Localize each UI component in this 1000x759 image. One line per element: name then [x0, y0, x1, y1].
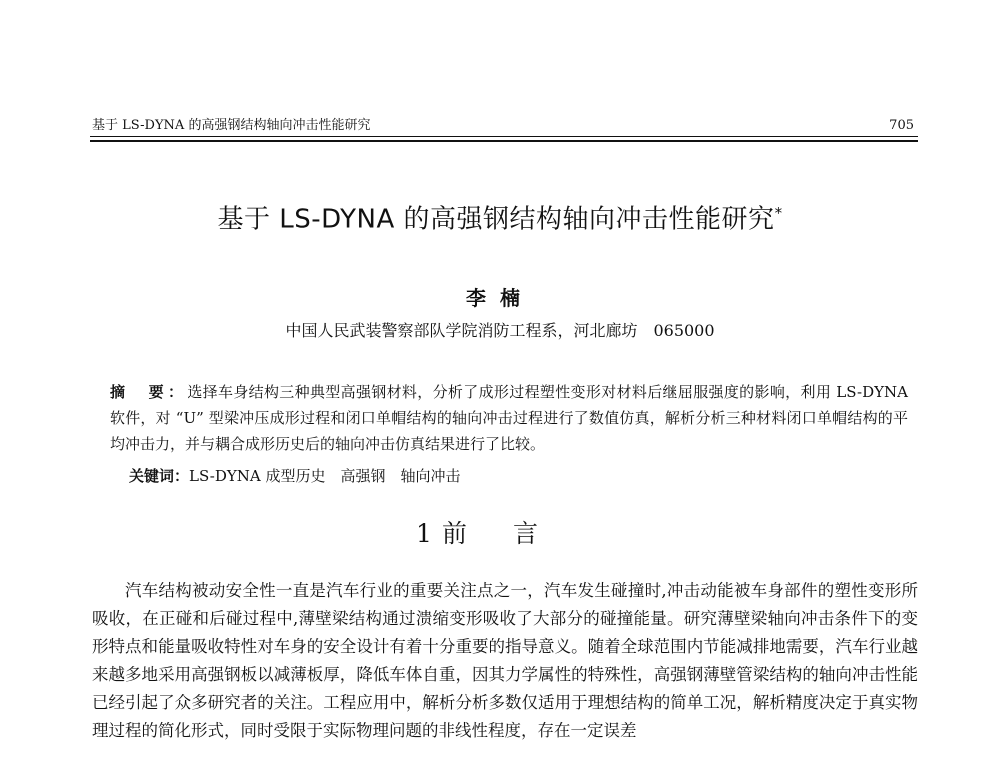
paper-title — [0, 195, 1000, 238]
keywords — [129, 463, 909, 489]
header-rule-thick — [90, 140, 918, 142]
section-number: 1 — [416, 519, 432, 548]
abstract-text: 选择车身结构三种典型高强钢材料，分析了成形过程塑性变形对材料后继屈服强度的影响，利用 LS-DYNA 软件，对 “U” 型梁冲压成形过程和闭口单帽结构的轴向冲击过程进行了数值仿真，解析分析三种材料闭口单帽结构的平均冲击力，并与耦合成形历史后的轴向冲击仿真结果进行了比较。 — [110, 383, 908, 453]
header-rule-thin — [90, 136, 918, 137]
section-heading — [0, 517, 1000, 551]
author-name: 李楠 — [466, 286, 534, 310]
running-header — [92, 117, 918, 135]
running-title: 基于 LS-DYNA 的高强钢结构轴向冲击性能研究 — [92, 118, 371, 133]
keywords-label: 关键词： — [129, 467, 190, 485]
abstract-label: 摘 要： — [110, 383, 188, 401]
keywords-text: LS-DYNA 成型历史 高强钢 轴向冲击 — [189, 467, 461, 485]
title-footnote-mark: * — [774, 204, 783, 222]
abstract — [110, 379, 908, 457]
body-paragraph: 汽车结构被动安全性一直是汽车行业的重要关注点之一，汽车发生碰撞时,冲击动能被车身部件的塑性变形所吸收，在正碰和后碰过程中,薄壁梁结构通过溃缩变形吸收了大部分的碰撞能量。研究薄壁梁轴向冲击条件下的变形特点和能量吸收特性对车身的安全设计有着十分重要的指导意义。随着全球范围内节能减排地需要，汽车行业越来越多地采用高强钢板以减薄板厚，降低车体自重，因其力学属性的特殊性，高强钢薄壁管梁结构的轴向冲击性能已经引起了众多研究者的关注。工程应用中，解析分析多数仅适用于理想结构的简单工况，解析精度决定于真实物理过程的简化形式，同时受限于实际物理问题的非线性程度，存在一定误差 — [92, 581, 918, 740]
section-title: 前言 — [441, 519, 584, 548]
author-affiliation: 中国人民武装警察部队学院消防工程系，河北廊坊 065000 — [285, 321, 715, 340]
paper-title-text: 基于 LS-DYNA 的高强钢结构轴向冲击性能研究 — [217, 204, 775, 235]
page-number: 705 — [889, 118, 914, 133]
